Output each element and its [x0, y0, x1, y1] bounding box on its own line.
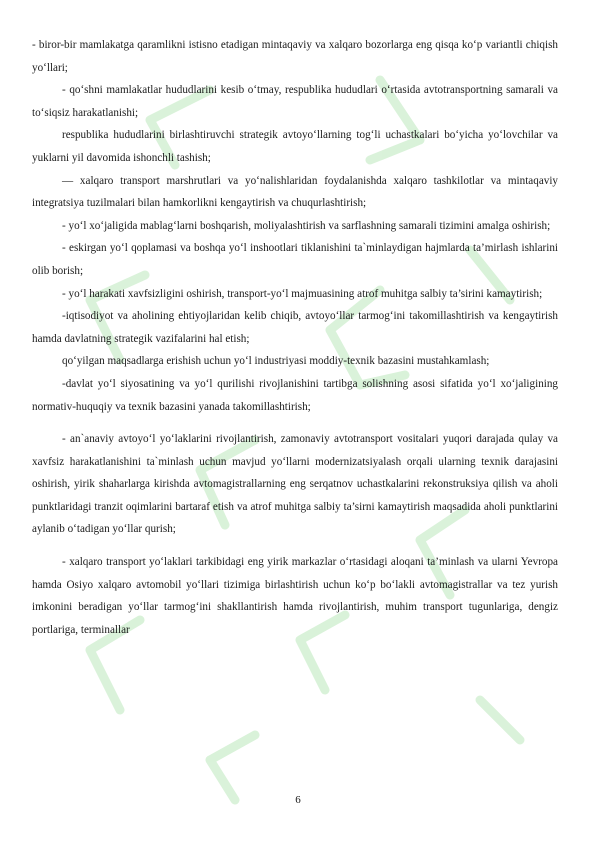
- paragraph-6: - eskirgan yo‘l qoplamasi va boshqa yo‘l inshootlari tiklanishini ta`minlaydigan hajmlarda ta’mirlash ishlarini olib borish;: [32, 242, 558, 277]
- page-number: 6: [295, 794, 301, 806]
- document-body: [32, 34, 558, 641]
- paragraph-4: — xalqaro transport marshrutlari va yo‘nalishlaridan foydalanishda xalqaro tashkilotlar va mintaqaviy integratsiya tuzilmalari bilan hamkorlikni kengaytirish va chuqurlashtirish;: [32, 174, 558, 210]
- paragraph-11: - an`anaviy avtoyo‘l yo‘laklarini rivojlantirish, zamonaviy avtotransport vositalari yuqori darajada qulay va xavfsiz harakatlanishini ta`minlash uchun mavjud yo‘llarni modernizatsiyalash orqali ularning texnik darajasini oshirish, yirik shaharlarga kirishda avtomagistrallarning eng serqatnov uchastkalarini rekonstruksiya qilish va aholi punktlaridagi tranzit oqimlarini bartaraf etish va atrof muhitga salbiy ta’sirni kamaytirish maqsadida aholi punktlarini aylanib o‘tadigan yo‘llar qurish;: [32, 433, 558, 536]
- paragraph-2: - qo‘shni mamlakatlar hududlarini kesib o‘tmay, respublika hududlari o‘rtasida avtotransportning samarali va to‘siqsiz harakatlanishi;: [32, 84, 558, 119]
- paragraph-8: -iqtisodiyot va aholining ehtiyojlaridan kelib chiqib, avtoyo‘llar tarmog‘ini takomillashtirish va kengaytirish hamda davlatning strategik vazifalarini hal etish;: [32, 310, 558, 345]
- paragraph-12: - xalqaro transport yo‘laklari tarkibidagi eng yirik markazlar o‘rtasidagi aloqani ta’minlash va ularni Yevropa hamda Osiyo xalqaro avtomobil yo‘llari tizimiga birlashtirish uchun ko‘p bo‘lakli avtomagistrallar va tez yurish imkonini beradigan yo‘llar tarmog‘ini shakllantirish hamda rivojlantirish, muhim transport tugunlariga, dengiz portlariga, terminallar: [32, 556, 558, 636]
- paragraph-7: - yo‘l harakati xavfsizligini oshirish, transport-yo‘l majmuasining atrof muhitga salbiy ta’sirini kamaytirish;: [62, 287, 543, 300]
- paragraph-10: -davlat yo‘l siyosatining va yo‘l qurilishi rivojlanishini tartibga solishning asosi sifatida yo‘l xo‘jaligining normativ-huquqiy va texnik bazasini yanada takomillashtirish;: [32, 377, 558, 413]
- paragraph-5: - yo‘l xo‘jaligida mablag‘larni boshqarish, moliyalashtirish va sarflashning samarali tizimini amalga oshirish;: [62, 219, 551, 232]
- paragraph-1: - biror-bir mamlakatga qaramlikni istisno etadigan mintaqaviy va xalqaro bozorlarga eng qisqa ko‘p variantli chiqish yo‘llari;: [32, 39, 558, 74]
- paragraph-gap: [32, 418, 558, 428]
- paragraph-3: respublika hududlarini birlashtiruvchi strategik avtoyo‘llarning tog‘li uchastkalari bo‘yicha yo‘lovchilar va yuklarni yil davomida ishonchli tashish;: [32, 129, 558, 164]
- paragraph-9: qo‘yilgan maqsadlarga erishish uchun yo‘l industriyasi moddiy-texnik bazasini mustahkamlash;: [62, 355, 490, 368]
- paragraph-gap: [32, 541, 558, 551]
